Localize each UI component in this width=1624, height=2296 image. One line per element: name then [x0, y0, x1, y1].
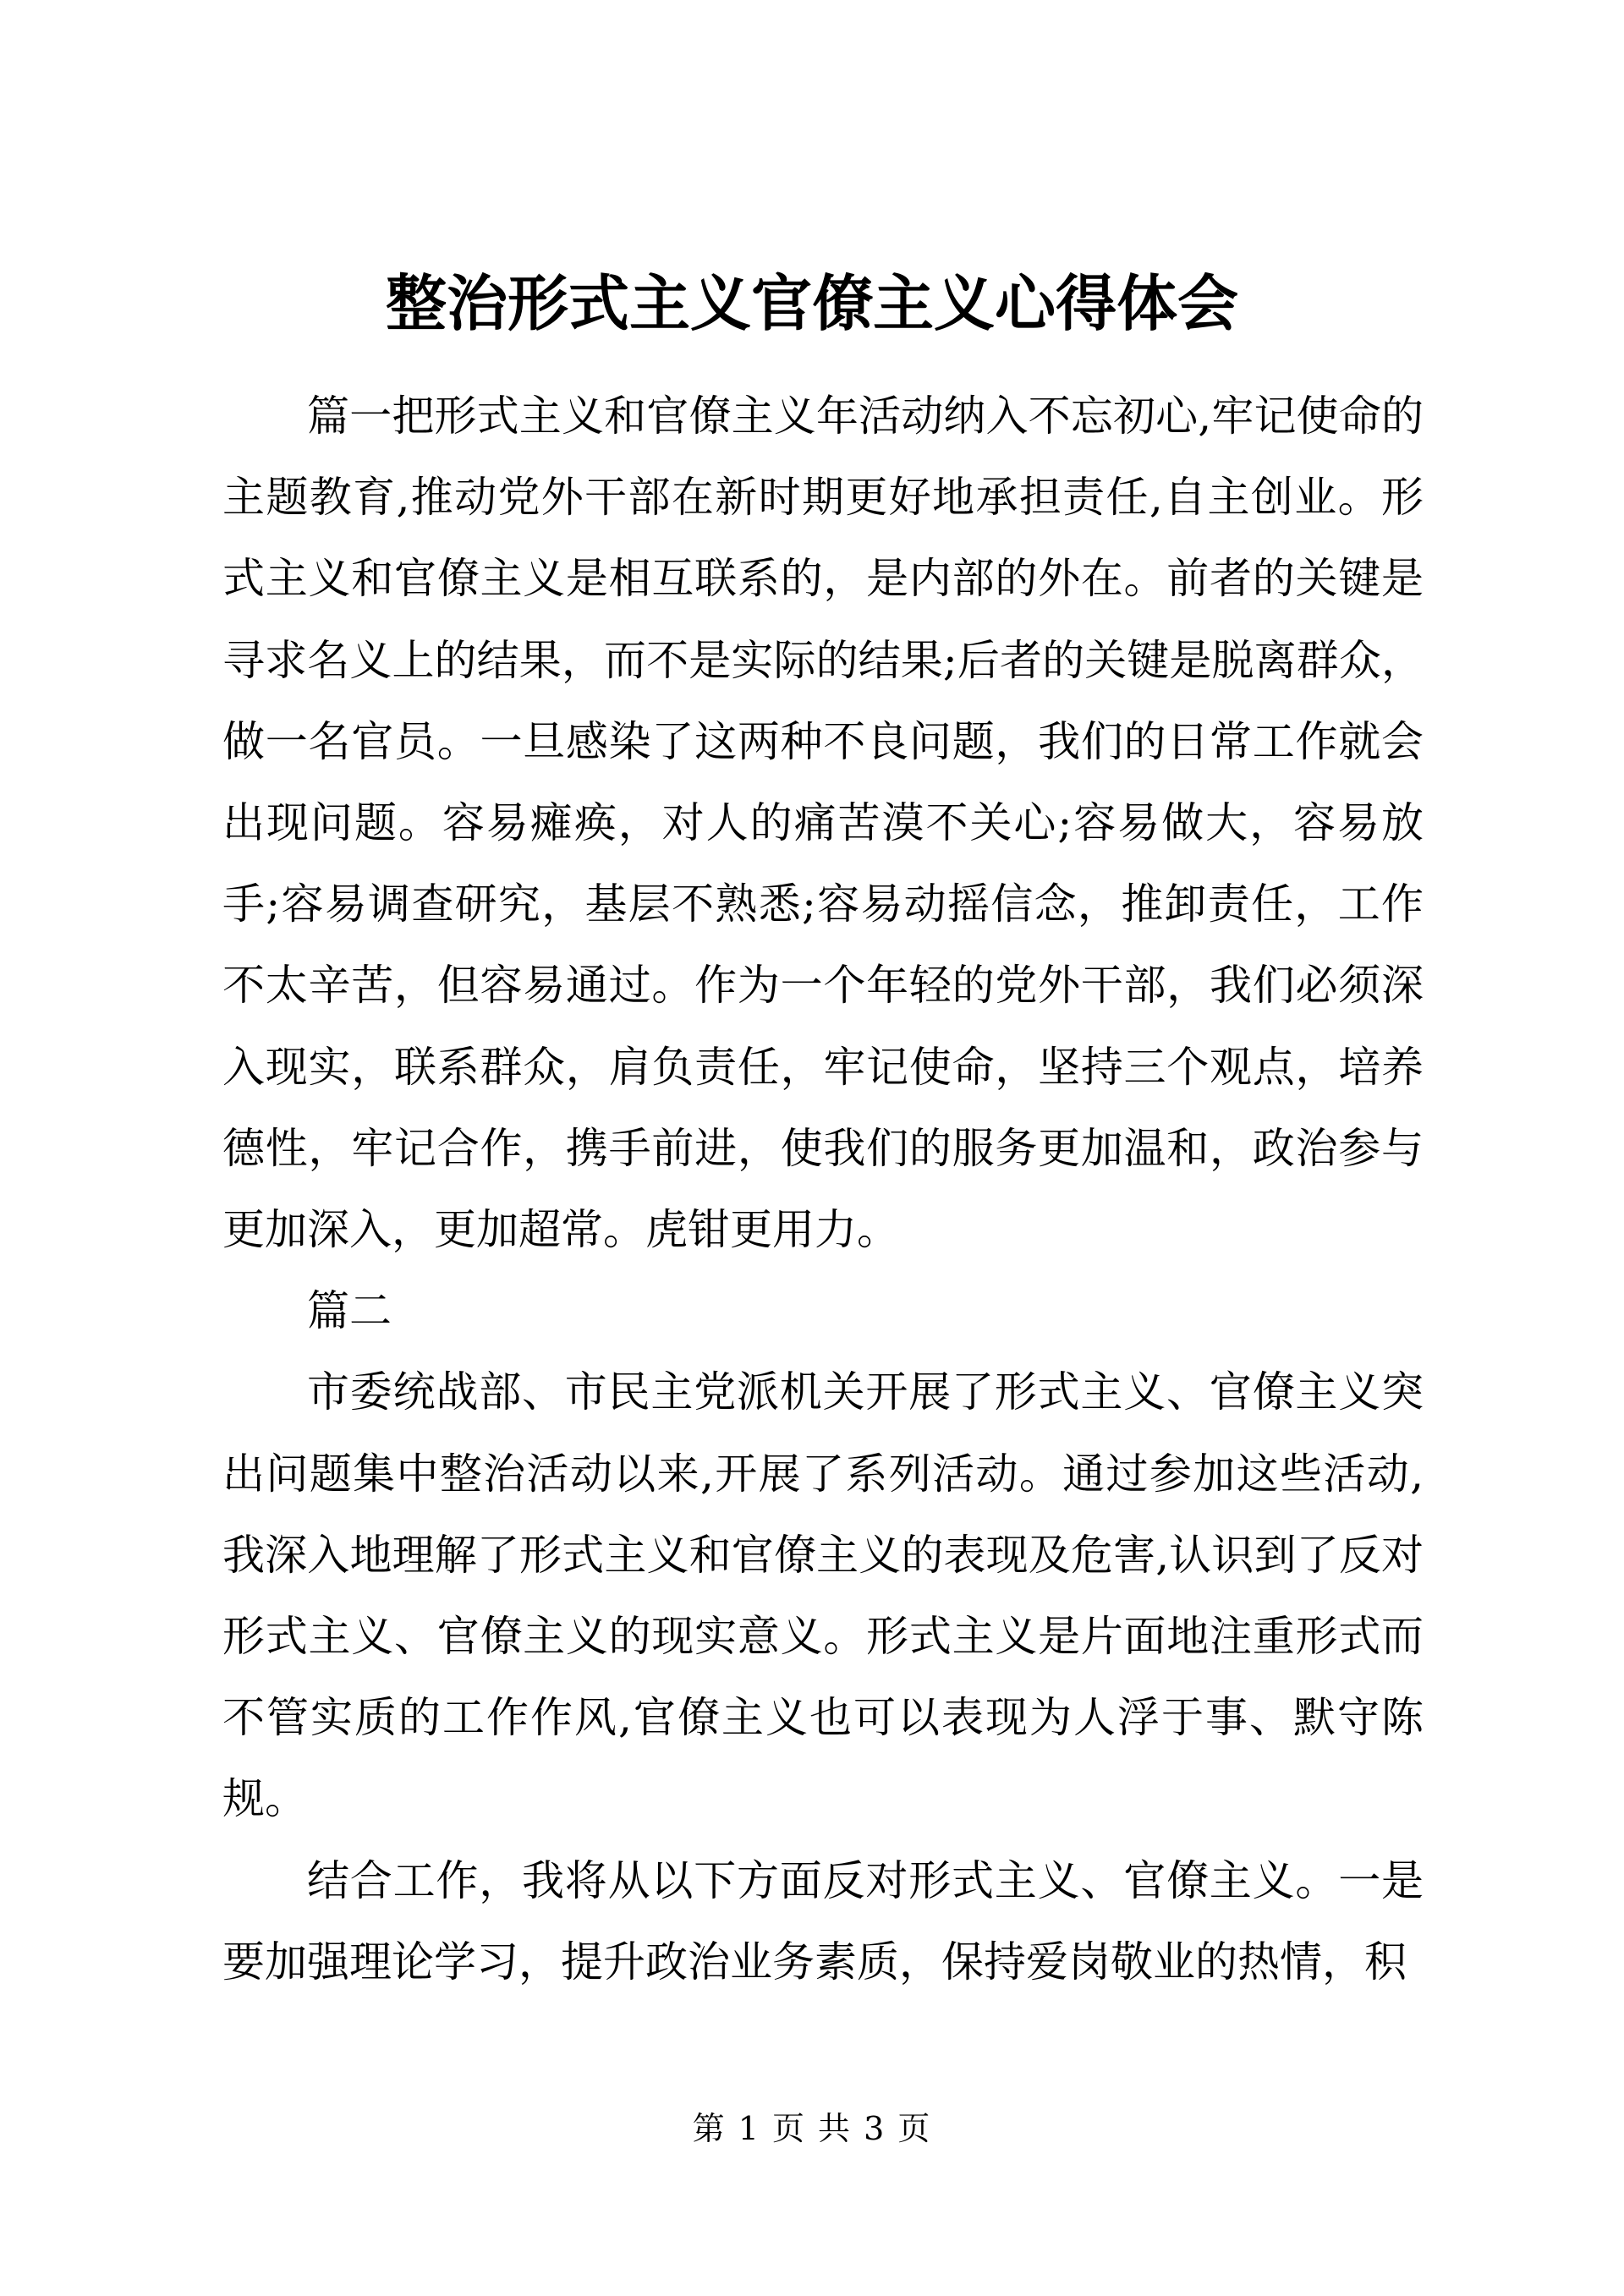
- paragraph-3: 市委统战部、市民主党派机关开展了形式主义、官僚主义突出问题集中整治活动以来,开展了系列活动。通过参加这些活动,我深入地理解了形式主义和官僚主义的表现及危害,认识到了反对形式主义、官僚主义的现实意义。形式主义是片面地注重形式而不管实质的工作作风,官僚主义也可以表现为人浮于事、默守陈规。: [222, 1367, 1424, 1824]
- document-body: [222, 375, 1424, 2003]
- paragraph-2-heading: 篇二: [307, 1286, 392, 1336]
- document-title: 整治形式主义官僚主义心得体会: [385, 267, 1238, 339]
- paragraph-1: 篇一把形式主义和官僚主义年活动纳入不忘初心,牢记使命的主题教育,推动党外干部在新时期更好地承担责任,自主创业。形式主义和官僚主义是相互联系的，是内部的外在。前者的关键是寻求名义上的结果，而不是实际的结果;后者的关键是脱离群众，做一名官员。一旦感染了这两种不良问题，我们的日常工作就会出现问题。容易瘫痪，对人的痛苦漠不关心;容易做大，容易放手;容易调查研究，基层不熟悉;容易动摇信念，推卸责任，工作不太辛苦，但容易通过。作为一个年轻的党外干部，我们必须深入现实，联系群众，肩负责任，牢记使命，坚持三个观点，培养德性，牢记合作，携手前进，使我们的服务更加温和，政治参与更加深入，更加超常。虎钳更用力。: [222, 392, 1424, 1255]
- paragraph-4: 结合工作，我将从以下方面反对形式主义、官僚主义。一是要加强理论学习，提升政治业务素质，保持爱岗敬业的热情，积: [222, 1855, 1424, 1986]
- page-number-footer: 第 1 页 共 3 页: [692, 2110, 932, 2147]
